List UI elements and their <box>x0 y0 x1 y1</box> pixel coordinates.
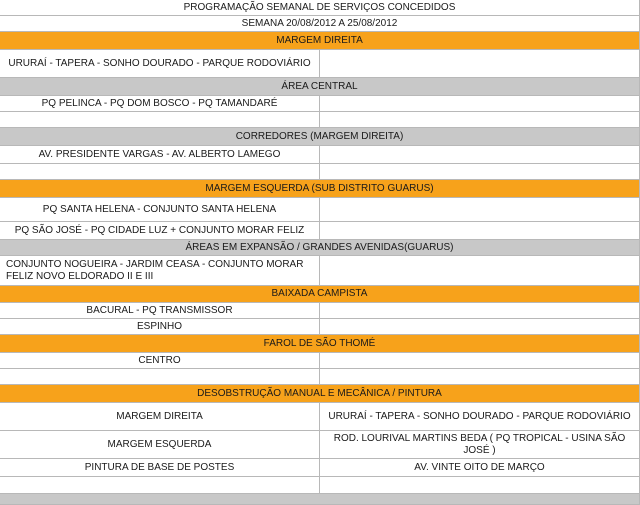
table-row <box>0 112 640 128</box>
section-title: DESOBSTRUÇÃO MANUAL E MECÂNICA / PINTURA <box>0 385 640 403</box>
sheet-title: PROGRAMAÇÃO SEMANAL DE SERVIÇOS CONCEDIDOS <box>0 0 640 16</box>
table-cell: AV. PRESIDENTE VARGAS - AV. ALBERTO LAMEGO <box>0 146 320 164</box>
table-row <box>0 198 640 222</box>
table-row <box>0 164 640 180</box>
table-cell-empty <box>320 50 640 78</box>
table-cell: CONJUNTO NOGUEIRA - JARDIM CEASA - CONJUNTO MORAR FELIZ NOVO ELDORADO II E III <box>0 256 320 286</box>
table-cell-empty <box>320 303 640 319</box>
table-cell: URURAÍ - TAPERA - SONHO DOURADO - PARQUE RODOVIÁRIO <box>0 50 320 78</box>
table-cell-empty <box>320 96 640 112</box>
section-header-area-central <box>0 78 640 96</box>
section-header-margem-direita <box>0 32 640 50</box>
table-cell: MARGEM DIREITA <box>0 403 320 431</box>
table-row <box>0 256 640 286</box>
table-row <box>0 319 640 335</box>
table-cell: PQ SÃO JOSÉ - PQ CIDADE LUZ + CONJUNTO MORAR FELIZ <box>0 222 320 240</box>
section-header-areas-expansao <box>0 240 640 256</box>
table-cell: ESPINHO <box>0 319 320 335</box>
table-row <box>0 431 640 459</box>
table-cell-empty <box>320 164 640 180</box>
section-title: ÁREA CENTRAL <box>0 78 640 96</box>
week-row <box>0 16 640 32</box>
title-row <box>0 0 640 16</box>
week-range: SEMANA 20/08/2012 A 25/08/2012 <box>0 16 640 32</box>
table-row <box>0 477 640 494</box>
section-title: CORREDORES (MARGEM DIREITA) <box>0 128 640 146</box>
table-row <box>0 369 640 385</box>
table-cell-empty <box>320 369 640 385</box>
table-cell: BACURAL - PQ TRANSMISSOR <box>0 303 320 319</box>
section-title: MARGEM ESQUERDA (SUB DISTRITO GUARUS) <box>0 180 640 198</box>
table-cell-empty <box>0 164 320 180</box>
section-header-desobstrucao <box>0 385 640 403</box>
table-cell: AV. VINTE OITO DE MARÇO <box>320 459 640 477</box>
section-title: MARGEM DIREITA <box>0 32 640 50</box>
footer-band-cell <box>0 494 640 505</box>
table-row <box>0 403 640 431</box>
table-row <box>0 222 640 240</box>
table-row <box>0 459 640 477</box>
table-cell: URURAÍ - TAPERA - SONHO DOURADO - PARQUE RODOVIÁRIO <box>320 403 640 431</box>
table-cell: ROD. LOURIVAL MARTINS BEDA ( PQ TROPICAL - USINA SÃO JOSÉ ) <box>320 431 640 459</box>
footer-band <box>0 494 640 505</box>
section-title: FAROL DE SÃO THOMÉ <box>0 335 640 353</box>
table-cell-empty <box>320 477 640 494</box>
table-cell-empty <box>320 198 640 222</box>
table-cell-empty <box>320 146 640 164</box>
table-row <box>0 50 640 78</box>
table-cell: PINTURA DE BASE DE POSTES <box>0 459 320 477</box>
table-cell-empty <box>320 256 640 286</box>
table-cell: CENTRO <box>0 353 320 369</box>
section-header-corredores <box>0 128 640 146</box>
table-cell-empty <box>0 369 320 385</box>
section-header-margem-esquerda <box>0 180 640 198</box>
table-cell-empty <box>320 353 640 369</box>
table-row <box>0 146 640 164</box>
table-cell: MARGEM ESQUERDA <box>0 431 320 459</box>
section-title: BAIXADA CAMPISTA <box>0 286 640 303</box>
table-cell-empty <box>320 222 640 240</box>
table-cell-empty <box>320 112 640 128</box>
table-row <box>0 96 640 112</box>
table-cell: PQ SANTA HELENA - CONJUNTO SANTA HELENA <box>0 198 320 222</box>
table-cell-empty <box>320 319 640 335</box>
section-header-baixada <box>0 286 640 303</box>
table-cell-empty <box>0 477 320 494</box>
table-row <box>0 303 640 319</box>
section-title: ÁREAS EM EXPANSÃO / GRANDES AVENIDAS(GUARUS) <box>0 240 640 256</box>
table-row <box>0 353 640 369</box>
table-cell: PQ PELINCA - PQ DOM BOSCO - PQ TAMANDARÉ <box>0 96 320 112</box>
section-header-farol <box>0 335 640 353</box>
table-cell-empty <box>0 112 320 128</box>
